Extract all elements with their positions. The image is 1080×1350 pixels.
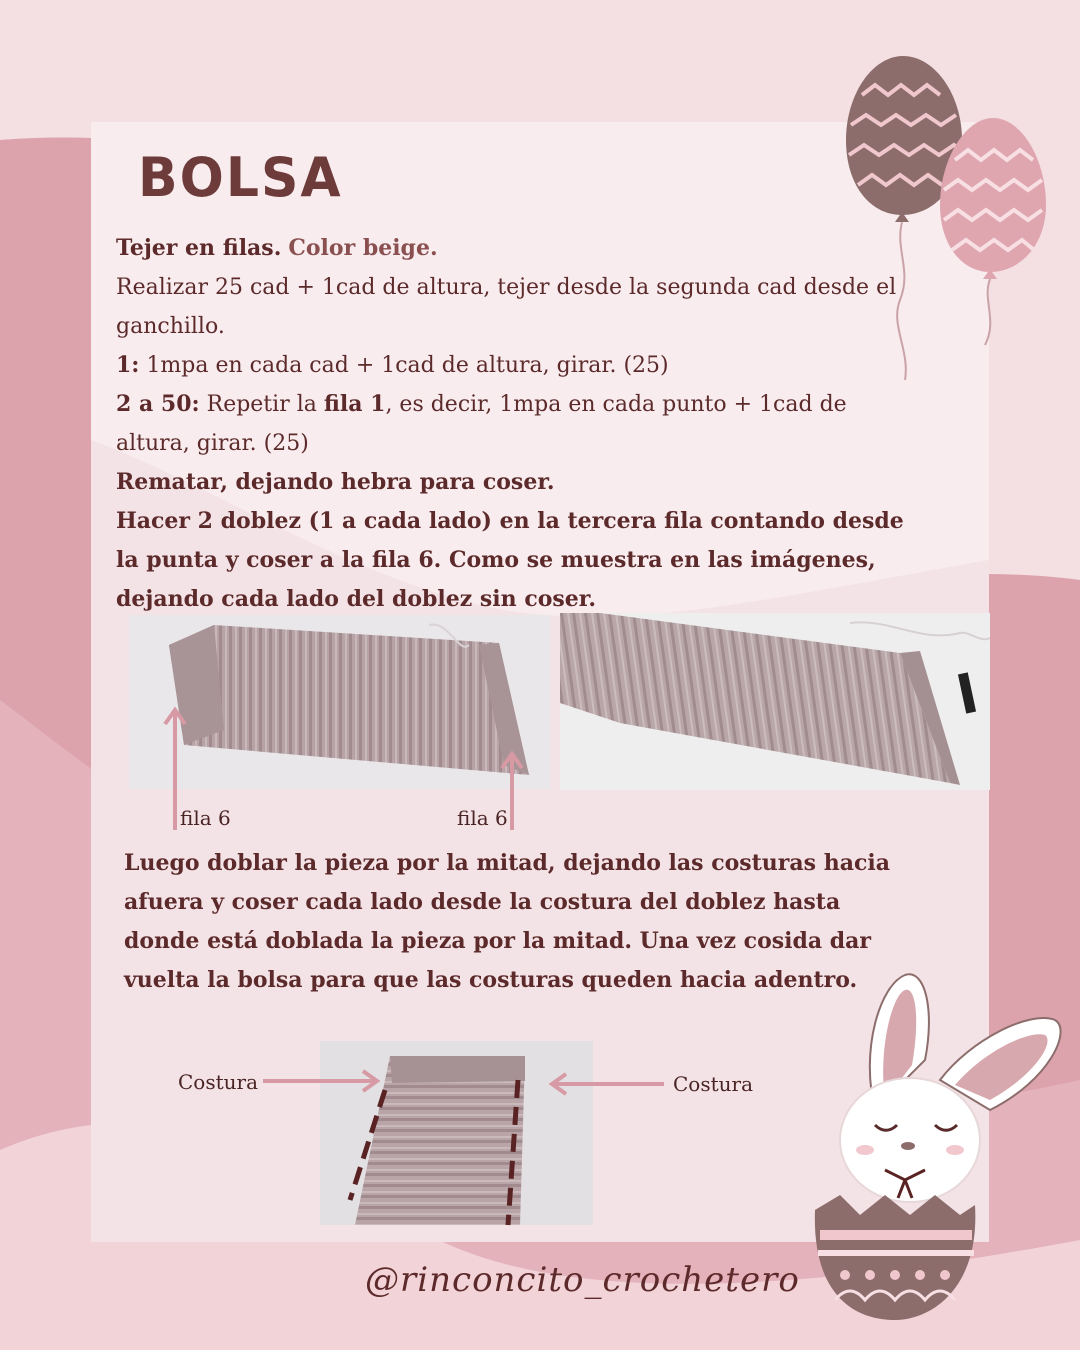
photo-folded-piece-2 — [560, 613, 990, 790]
photo-sewn-bag — [320, 1041, 593, 1225]
row2-bold: fila 1 — [323, 391, 386, 417]
row2-label: 2 a 50: — [116, 391, 200, 417]
chain-instruction: Realizar 25 cad + 1cad de altura, tejer desde la segunda cad desde el ganchillo. — [116, 275, 897, 339]
instructions-paragraph — [116, 229, 906, 619]
second-instructions-paragraph — [124, 844, 914, 1000]
fila-6-label-right: fila 6 — [457, 806, 508, 830]
intro-heading: Tejer en filas. — [116, 235, 282, 261]
row1-text: 1mpa en cada cad + 1cad de altura, girar. (25) — [146, 353, 669, 378]
fila-6-label-left: fila 6 — [180, 806, 231, 830]
finish-instruction: Rematar, dejando hebra para coser. — [116, 469, 555, 495]
fold-instruction: Hacer 2 doblez (1 a cada lado) en la tercera fila contando desde la punta y coser a la fila 6. Como se muestra en las imágenes, dejando cada lado del doblez sin coser. — [116, 508, 904, 612]
row2-text-b: , es decir, 1mpa en cada punto + 1cad de altura, girar. (25) — [116, 392, 847, 456]
seam-label-left: Costura — [178, 1070, 259, 1094]
row1-label: 1: — [116, 352, 140, 378]
second-instructions-text: Luego doblar la pieza por la mitad, dejando las costuras hacia afuera y coser cada lado desde la costura del doblez hasta donde está doblada la pieza por la mitad. Una vez cosida dar vuelta la bolsa para que las costuras queden hacia adentro. — [124, 850, 890, 993]
page-title: BOLSA — [138, 146, 343, 210]
color-note: Color beige. — [288, 235, 438, 261]
instagram-handle: @rinconcito_crochetero — [365, 1260, 800, 1300]
row2-text-a: Repetir la — [206, 392, 317, 417]
seam-label-right: Costura — [673, 1072, 754, 1096]
photo-folded-piece-1 — [129, 615, 550, 789]
